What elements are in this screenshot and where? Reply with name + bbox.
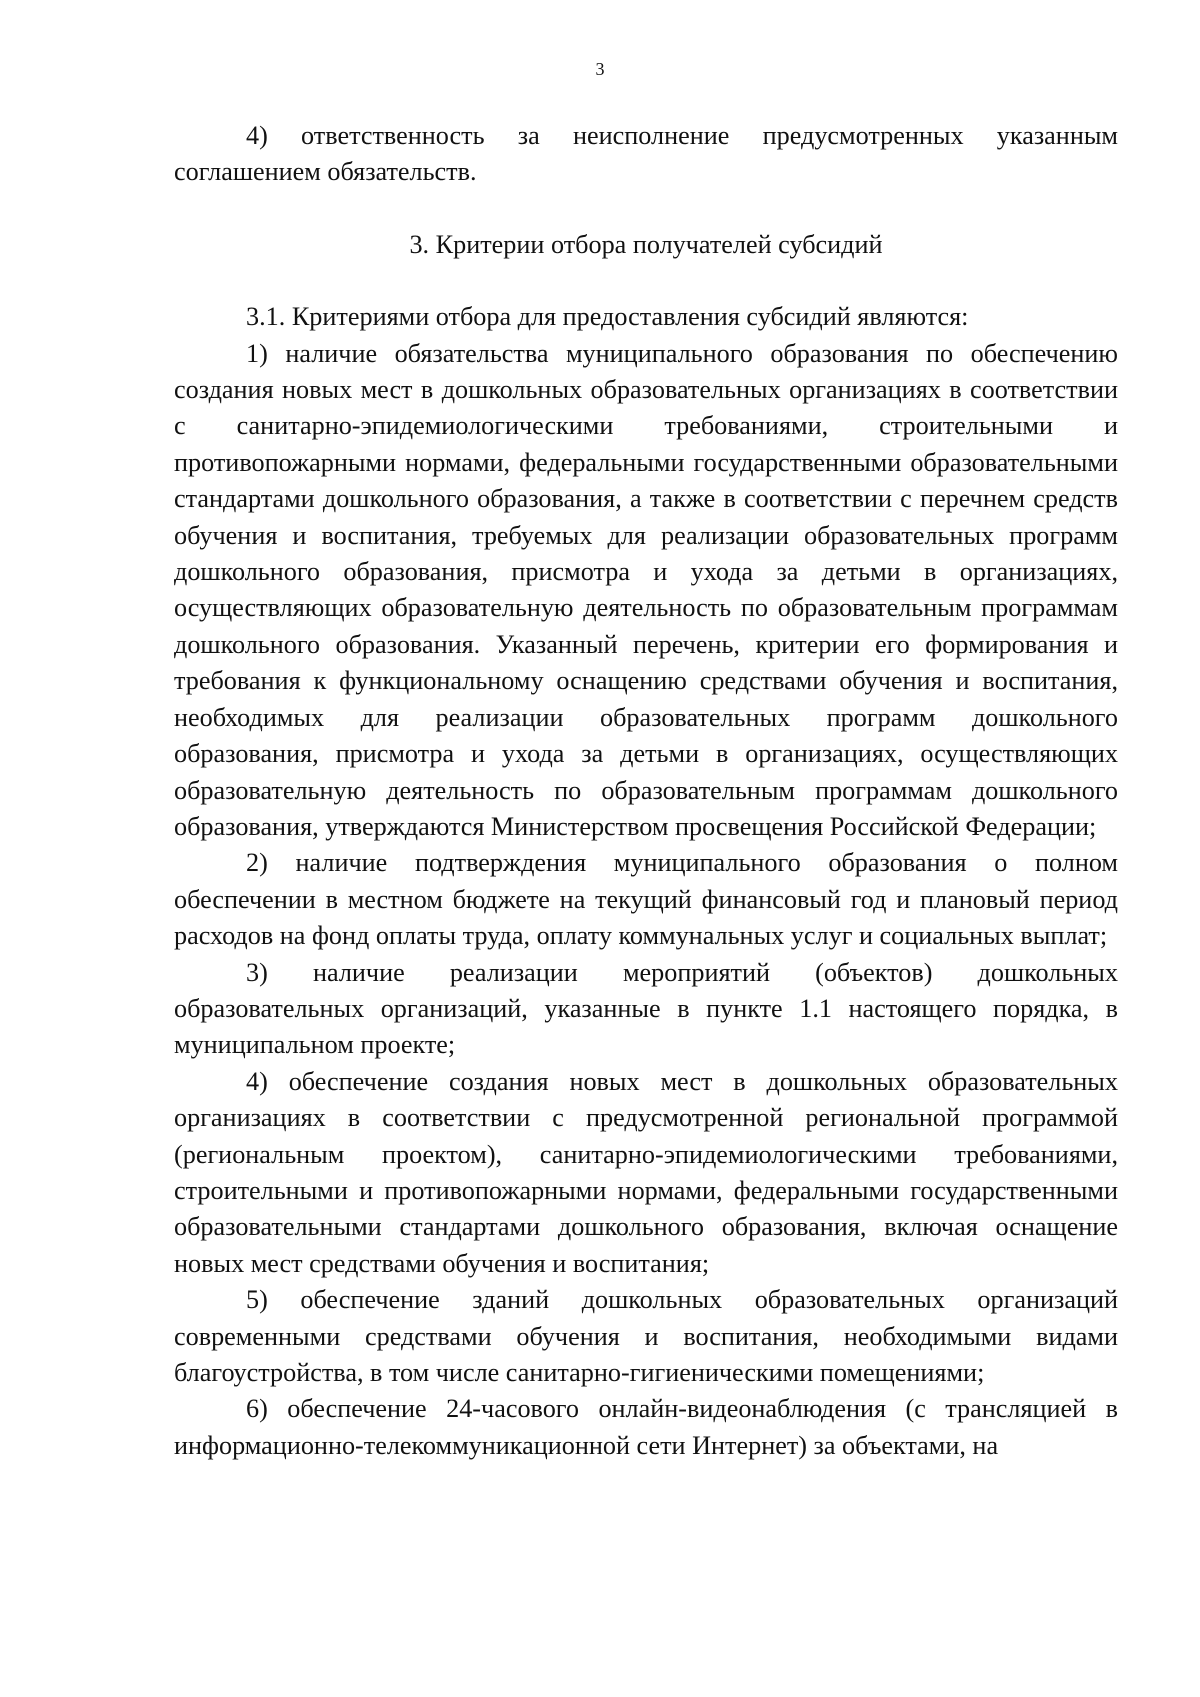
paragraph-criterion-5: 5) обеспечение зданий дошкольных образовательных организаций современными средствами обучения и воспитания, необходимыми видами благоустройства, в том числе санитарно-гигиеническими помещениями;	[174, 1285, 1118, 1387]
paragraph-item-4-responsibility: 4) ответственность за неисполнение предусмотренных указанным соглашением обязательств.	[174, 121, 1118, 187]
paragraph-criterion-6: 6) обеспечение 24-часового онлайн-видеонаблюдения (с трансляцией в информационно-телекоммуникационной сети Интернет) за объектами, на	[174, 1394, 1118, 1460]
document-body	[174, 118, 1118, 1464]
paragraph-3-1-intro: 3.1. Критериями отбора для предоставления субсидий являются:	[246, 302, 969, 332]
paragraph-criterion-3: 3) наличие реализации мероприятий (объектов) дошкольных образовательных организаций, указанные в пункте 1.1 настоящего порядка, в муниципальном проекте;	[174, 957, 1118, 1060]
paragraph-criterion-2: 2) наличие подтверждения муниципального образования о полном обеспечении в местном бюджете на текущий финансовый год и плановый период расходов на фонд оплаты труда, оплату коммунальных услуг и социальных выплат;	[174, 848, 1118, 951]
section-heading: 3. Критерии отбора получателей субсидий	[409, 229, 883, 259]
page-number: 3	[595, 59, 605, 79]
paragraph-criterion-1: 1) наличие обязательства муниципального образования по обеспечению создания новых мест в дошкольных образовательных организациях в соответствии с санитарно-эпидемиологическими требованиями, строительными и противопожарными нормами, федеральными государственными образовательными стандартами дошкольного образования, а также в соответствии с перечнем средств обучения и воспитания, требуемых для реализации образовательных программ дошкольного образования, присмотра и ухода за детьми в организациях, осуществляющих образовательную деятельность по образовательным программам дошкольного образования. Указанный перечень, критерии его формирования и требования к функциональному оснащению средствами обучения и воспитания, необходимых для реализации образовательных программ дошкольного образования, присмотра и ухода за детьми в организациях, осуществляющих образовательную деятельность по образовательным программам дошкольного образования, утверждаются Министерством просвещения Российской Федерации;	[174, 338, 1118, 841]
paragraph-criterion-4: 4) обеспечение создания новых мест в дошкольных образовательных организациях в соответствии с предусмотренной региональной программой (региональным проектом), санитарно-эпидемиологическими требованиями, строительными и противопожарными нормами, федеральными государственными образовательными стандартами дошкольного образования, включая оснащение новых мест средствами обучения и воспитания;	[174, 1066, 1118, 1278]
